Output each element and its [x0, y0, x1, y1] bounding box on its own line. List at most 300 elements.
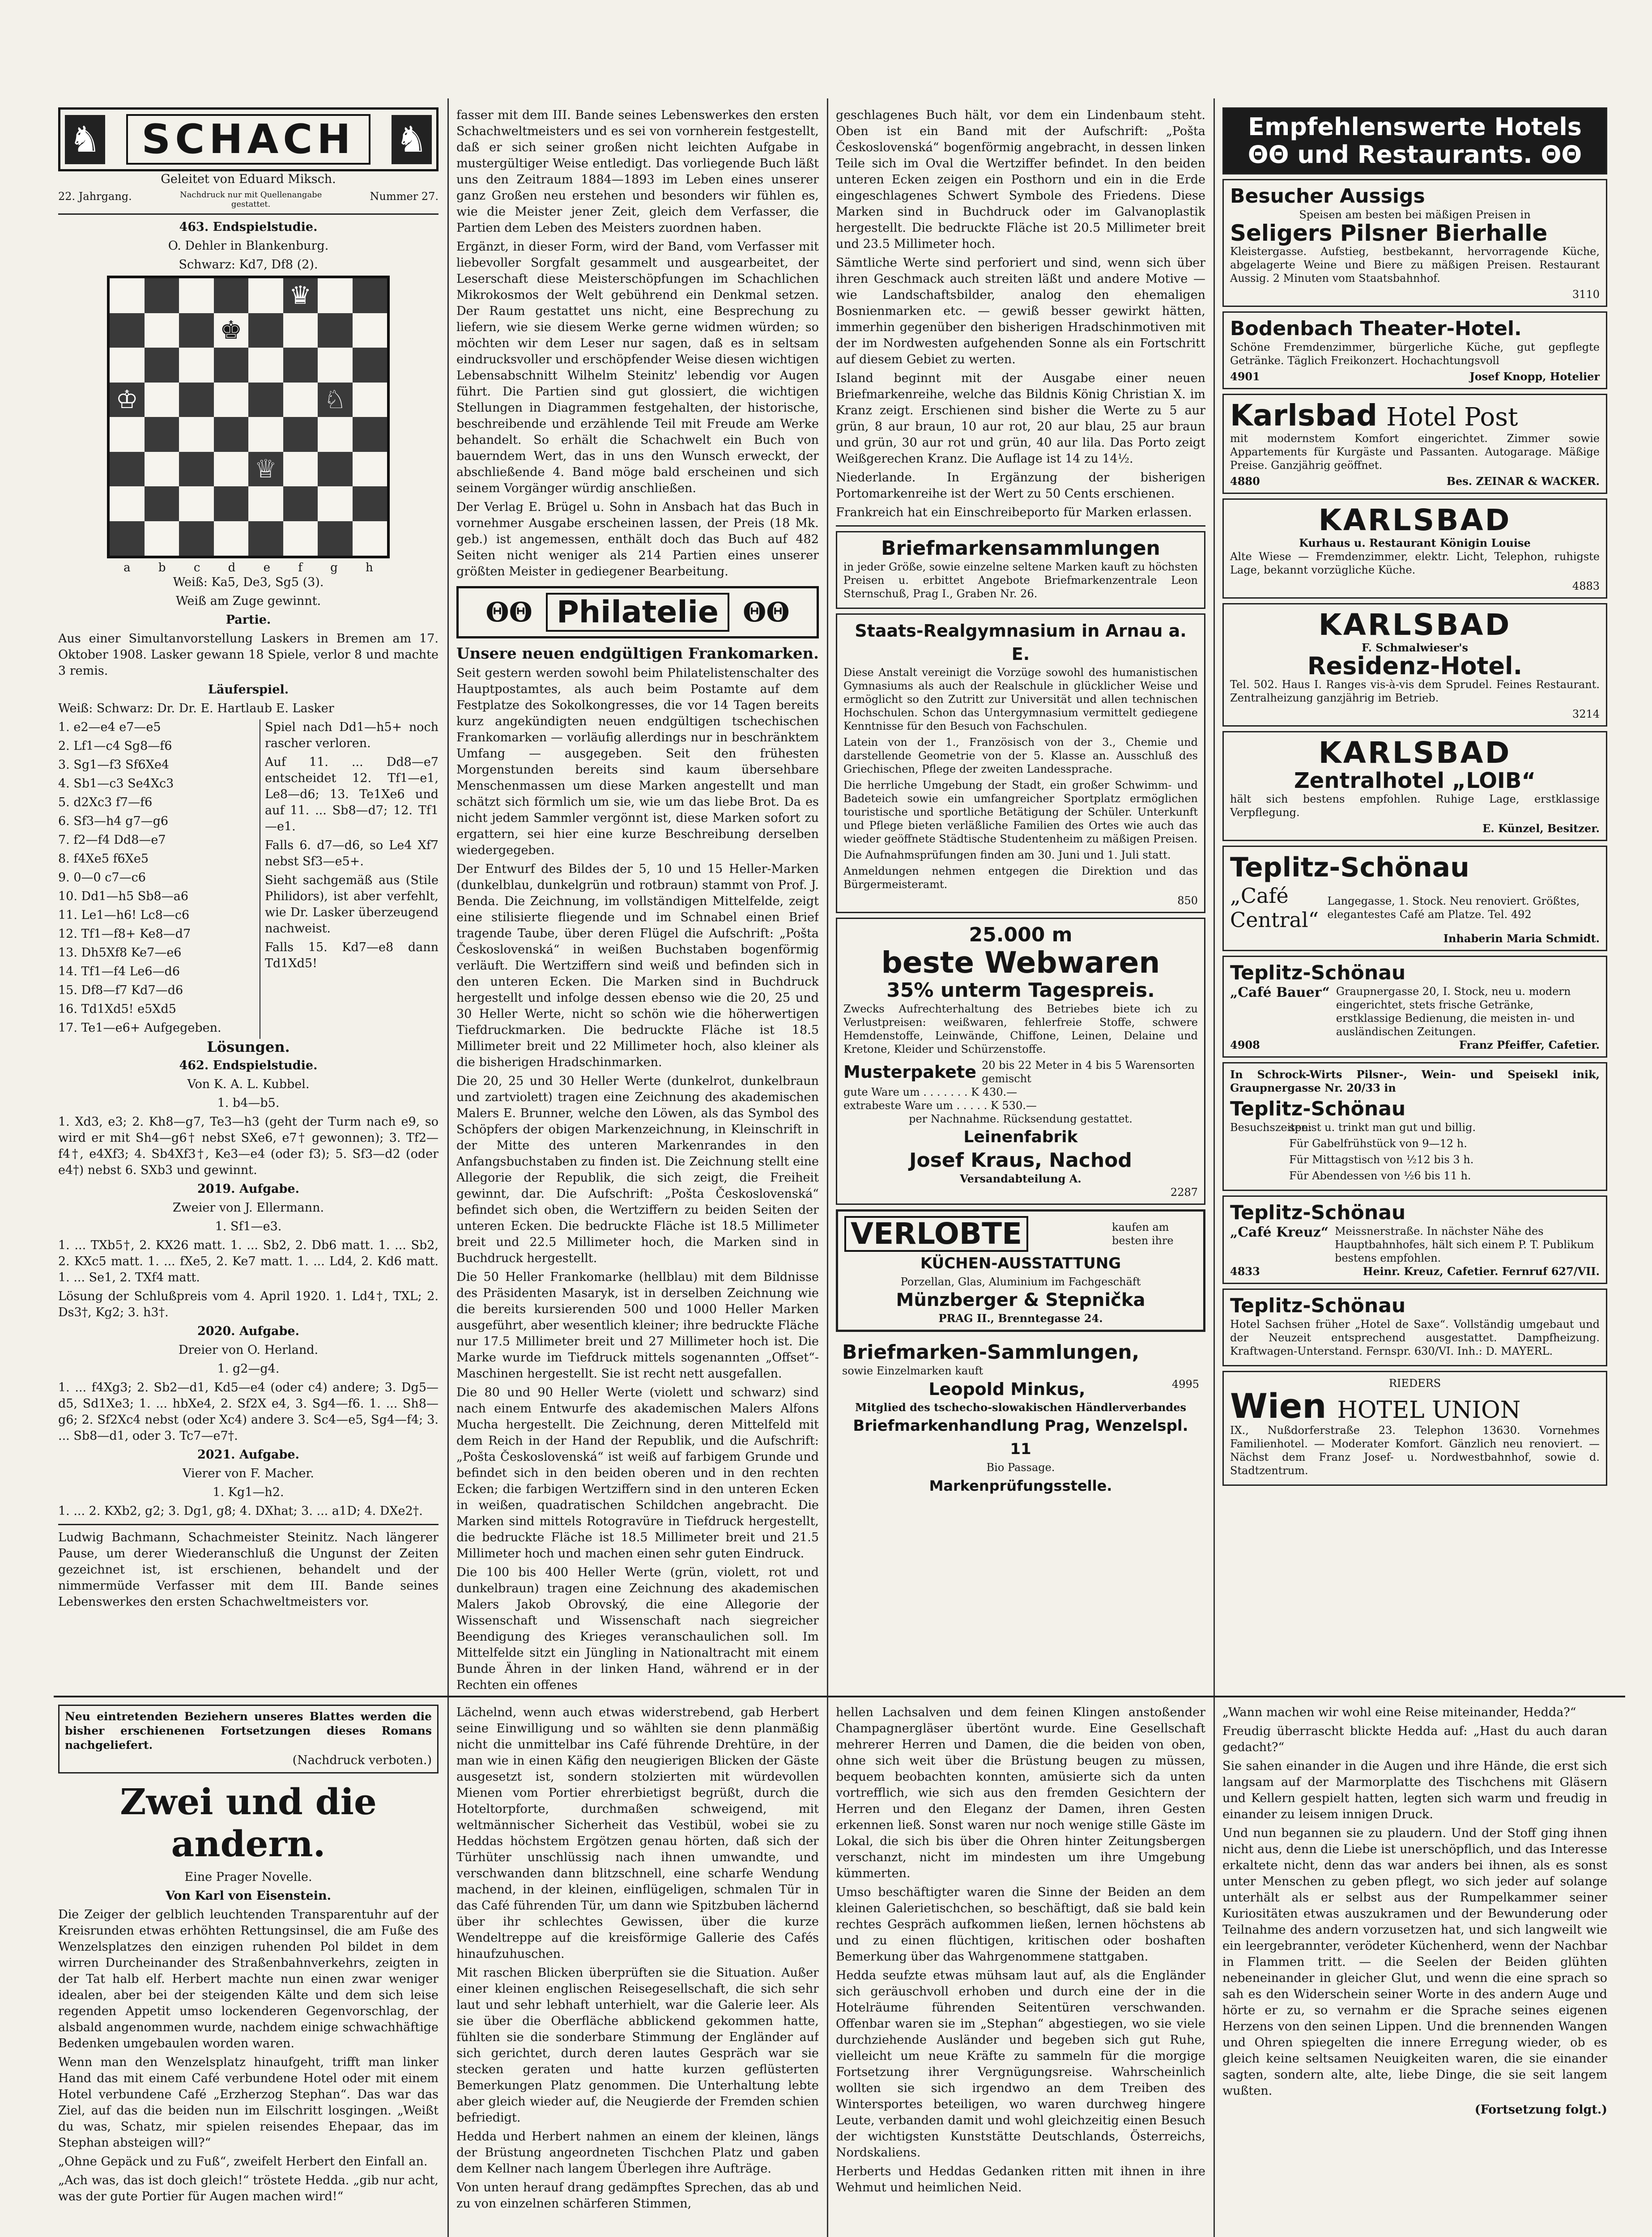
paragraph: Der Entwurf des Bildes der 5, 10 und 15 Heller-Marken (dunkelblau, dunkelgrün und rotbraun) stammt von Prof. J. Benda. Die Zeichnung, im vollständigen Mittelfelde, zeigt eine stilisierte fliegende und im Schnabel einen Brief tragende Taube, über deren Flügel die Aufschrift: „Pošta Československá“ in weißen Buchstaben bogenförmig verläuft. Die Wertziffern sind weiß und befinden sich in den unteren Ecken. Die Marken sind in Buchdruck hergestellt und infolge dessen ebenso wie die 20, 25 und 30 Heller Werte, nicht so schön wie die höherwertigen Tiefdruckmarken. Die bedruckte Fläche ist 18.5 Millimeter breit und 22 Millimeter hoch, also kleiner als die bisherigen Hradschinmarken. — [456, 862, 819, 1069]
move-note: Auf 11. ... Dd8—e7 entscheidet 12. Tf1—e1, Le8—d6; 13. Te1Xe6 und auf 11. ... Sb8—d7; 12. Tf1—e1. — [265, 755, 439, 834]
board-square — [248, 486, 283, 521]
ad-text: Schöne Fremdenzimmer, bürgerliche Küche, gut gepflegte Getränke. Täglich Freikonzert. Hochachtungsvoll — [1230, 341, 1600, 367]
paragraph: Freudig überrascht blickte Hedda auf: „Hast du auch daran gedacht?“ — [1222, 1724, 1607, 1754]
ad-text: Kleistergasse. Aufstieg, bestbekannt, hervorragende Küche, abgelagerte Weine und Biere zu mäßigen Preisen. Restaurant Aussig. 2 Minuten vom Staatsbahnhof. — [1230, 245, 1600, 285]
board-square — [179, 452, 214, 487]
paragraph: Die 100 bis 400 Heller Werte (grün, violett, rot und dunkelbraun) tragen eine Zeichnung des akademischen Malers Jakob Obrovský, die eine Allegorie der Wissenschaft und Wissenschaft nach siegreicher Beendigung des Krieges veranschaulichen soll. Im Mittelfelde sitzt ein Jüngling in Nationaltracht mit einem Bunde Ähren in der linken Hand, während er in der Rechten ein offenes — [456, 1565, 819, 1691]
move-note: Spiel nach Dd1—h5+ noch rascher verloren. — [265, 720, 439, 750]
ad-owner: E. Künzel, Besitzer. — [1482, 822, 1600, 835]
board-square — [145, 348, 179, 383]
board-square — [110, 521, 145, 556]
move: 15. Df8—f7 Kd7—d6 — [58, 983, 183, 997]
ad-number: 2287 — [1170, 1186, 1198, 1199]
ad-number: 850 — [1177, 894, 1198, 907]
file-label: d — [228, 561, 236, 574]
board-square — [145, 417, 179, 452]
partie-intro: Aus einer Simultanvorstellung Laskers in Bremen am 17. Oktober 1908. Lasker gewann 18 Spiele, verlor 8 und machte 3 remis. — [58, 632, 439, 678]
ad-text: Alte Wiese — Fremdenzimmer, elektr. Licht, Telephon, ruhigste Lage, bekannt vorzügliche Küche. — [1230, 550, 1600, 576]
board-square — [110, 348, 145, 383]
novel-text — [58, 1907, 439, 2205]
article-title: Unsere neuen endgültigen Frankomarken. — [456, 645, 819, 663]
board-square — [248, 348, 283, 383]
paragraph: Ergänzt, in dieser Form, wird der Band, vom Verfasser mit liebevoller Sorgfalt gesammelt und ausgearbeitet, der Leserschaft diese Meisterschöpfungen im Schachlichen Mikrokosmos der Welt gebührend ein Denkmal setzen. Der Raum gestattet uns nicht, eine Besprechung zu liefern, wie sie diesem Werke gerne widmen würden; so möchten wir dem Leser nur sagen, daß es in seltsam eindrucksvoller und erschöpfender Weise diesen wichtigen Lebensabschnitt Wilhelm Steinitz' lebendig vor Augen führt. Die Partien sind gut glossiert, die wichtigen Stellungen in Diagrammen festgehalten, der historische, beschreibende und erzählende Teil mit Freude am Werke behandelt. So erhält die Schachwelt ein Buch von bauerndem Wert, das in uns den Wunsch erweckt, der abschließende 4. Band möge bald erscheinen und sich seinem Vorgänger würdig anschließen. — [456, 240, 819, 495]
file-label: e — [263, 561, 270, 574]
paragraph: Hedda und Herbert nahmen an einem der kleinen, längs der Brüstung angeordneten Tischchen Platz und gaben dem Kellner nach langem Überlegen ihre Aufträge. — [456, 2130, 819, 2176]
move: 14. Tf1—f4 Le6—d6 — [58, 965, 180, 978]
ad-name: Münzberger & Stepnička — [896, 1290, 1145, 1310]
chess-piece-icon: ♚ — [220, 315, 243, 345]
paragraph: Wenn man den Wenzelsplatz hinaufgeht, trifft man linker Hand das mit einem Café verbundene Hotel oder mit einem Hotel verbundene Café „Erzherzog Stephan“. Das war das Ziel, auf das die beiden nun im Eilschritt losgingen. „Weißt du was, Schatz, mir spielen reisendes Ehepaar, das im Stephan absteigen will?“ — [58, 2055, 439, 2150]
ad-hours-line: Für Mittagstisch von ½12 bis 3 h. — [1289, 1153, 1474, 1166]
ad-text: Tel. 502. Haus I. Ranges vis-à-vis dem Sprudel. Feines Restaurant. Zentralheizung ganzjährig im Betrieb. — [1230, 678, 1600, 704]
novel-col-1 — [58, 1705, 439, 2237]
ad-text: Zwecks Aufrechterhaltung des Betriebes biete ich zu Verlustpreisen: weißwaren, fehlerfreie Stoffe, schwere Hemdenstoffe, Leinwände, Chiffone, Leinen, Delaine und Kretone, Kleider und Schürzenstoffe. — [843, 1003, 1198, 1055]
board-square — [283, 521, 318, 556]
board-square — [145, 521, 179, 556]
paragraph: Die 20, 25 und 30 Heller Werte (dunkelrot, dunkelbraun und zartviolett) tragen eine Zeichnung des akademischen Malers E. Brunner, welche den Löwen, als das Symbol des Schöpfers der obigen Markenzeichnung, in Kleinschrift in der Mitte des unteren Markenrandes in den Anfangsbuchstaben zu finden ist. Die Zeichnung stellt eine Allegorie der Republik, die sich zeigt, die Freiheit gewinnt, dar. Die Aufschrift: „Pošta Československá“ befindet sich oben, die Wertziffern zu beiden Seiten der unteren Ecken. Die bedruckte Fläche ist 18.5 Millimeter breit und 22.5 Millimeter hoch, die Marken sind in Buchdruck hergestellt. — [456, 1074, 819, 1265]
paragraph: Der Verlag E. Brügel u. Sohn in Ansbach hat das Buch in vornehmer Ausgabe erscheinen lassen, der Preis (18 Mk. geb.) ist angemessen, enthält doch das Buch auf 482 Seiten nicht weniger als 214 Partien eines unserer größten Meister in gediegener Bearbeitung. — [456, 500, 819, 578]
ad-footer — [1230, 475, 1600, 488]
ad-heading: Teplitz-Schönau — [1230, 1097, 1406, 1120]
continuation-note: (Fortsetzung folgt.) — [1474, 2103, 1607, 2117]
black-pieces: Schwarz: Kd7, Df8 (2). — [179, 258, 318, 272]
novel-notice — [58, 1705, 439, 1773]
paragraph: Niederlande. In Ergänzung der bisherigen Portomarkenreihe ist der Wert zu 50 Cents erschienen. — [836, 471, 1205, 501]
paragraph: Seit gestern werden sowohl beim Philatelistenschalter des Hauptpostamtes, als auch beim Postamte auf dem Festplatze des Sokolkongresses, die vor 14 Tagen bereits kurz angekündigten neuen endgültigen tschechischen Frankomarken — vorläufig allerdings nur in beschränktem Umfang — ausgegeben. Seit den frühesten Morgenstunden bereits sind kaum übersehbare Menschenmassen um diese Marken angestellt und man schätzt sich förmlich um sie, wie um das liebe Brot. Da es nicht jedem Sammler vergönnt ist, diese Marken sofort zu ergattern, sei hier eine kurze Beschreibung derselben wiedergegeben. — [456, 666, 819, 857]
ornament-icon: ΘΘ — [743, 596, 790, 628]
board-square — [179, 486, 214, 521]
ad-name: Residenz-Hotel. — [1307, 652, 1523, 680]
paragraph: Umso beschäftigter waren die Sinne der Beiden an dem kleinen Galerietischchen, so beschäftigt, daß sie bald kein rechtes Gespräch aufkommen ließen, lernen höchstens ab und zu einen flüchtigen, kritischen oder boshaften Bemerkung über das Wahrgenommene stattgaben. — [836, 1885, 1205, 1964]
file-label: h — [366, 561, 373, 574]
board-square — [145, 486, 179, 521]
paragraph: „Ach was, das ist doch gleich!“ tröstete Hedda. „gib nur acht, was der gute Portier für Augen machen wird!“ — [58, 2173, 439, 2203]
board-square — [283, 278, 318, 313]
board-square — [248, 383, 283, 417]
ad-owner: Franz Pfeiffer, Cafetier. — [1459, 1038, 1600, 1051]
board-square — [214, 313, 249, 348]
board-square — [110, 417, 145, 452]
opening-name: Läuferspiel. — [208, 683, 289, 697]
chess-header — [58, 107, 439, 171]
board-square — [353, 278, 387, 313]
ad-heading: KARLSBAD — [1318, 736, 1511, 770]
notice-sub: (Nachdruck verboten.) — [292, 1753, 432, 1767]
ad-footer — [1230, 1038, 1600, 1052]
board-square — [110, 313, 145, 348]
ad-hours-label: Besuchszeiten: — [1230, 1121, 1312, 1134]
paragraph: „Ohne Gepäck und zu Fuß“, zweifelt Herbert den Einfall an. — [58, 2155, 428, 2169]
board-square — [283, 313, 318, 348]
file-label: b — [158, 561, 166, 574]
board-square — [179, 417, 214, 452]
ad-paragraph: Diese Anstalt vereinigt die Vorzüge sowohl des humanistischen Gymnasiums als auch der Realschule in glücklicher Weise und ermöglicht so den Zutritt zur Universität und allen technischen Hochschulen. Schon das Untergymnasium vermittelt gediegene Kenntnisse für den Besuch von Fachschulen. — [843, 666, 1198, 732]
p2020-key: 1. g2—g4. — [217, 1362, 280, 1376]
ad-name: Josef Kraus, Nachod — [909, 1149, 1132, 1172]
ad-stamp-collections — [836, 531, 1205, 609]
board-square — [318, 383, 353, 417]
board-square — [248, 313, 283, 348]
p2019-note: Lösung der Schlußpreis vom 4. April 1920. 1. Ld4†, TXL; 2. Ds3†, Kg2; 3. h3†. — [58, 1289, 439, 1319]
paragraph: Island beginnt mit der Ausgabe einer neuen Briefmarkenreihe, welche das Bildnis König Christian X. im Kranz zeigt. Erschienen sind bisher die Werte zu 5 aur grün, 8 aur braun, 10 aur rot, 20 aur blau, 25 aur braun und grün, 30 aur rot und grün, 40 aur lila. Das Porto zeigt Weißgerechen Kranz. Die Auflage ist 14 zu 14½. — [836, 371, 1205, 466]
ad-number: 3214 — [1572, 708, 1600, 720]
ad-subheading: 35% unterm Tagespreis. — [886, 979, 1155, 1002]
board-square — [353, 417, 387, 452]
board-square — [248, 452, 283, 487]
ad-number: 3110 — [1572, 288, 1600, 301]
board-square — [353, 486, 387, 521]
paragraph: Und nun begannen sie zu plaudern. Und der Stoff ging ihnen nicht aus, denn die Liebe ist unerschöpflich, und das Interesse erkaltete nicht, denn das war anders bei ihnen, als es sonst unter Menschen zu geben pflegt, wo sich jeder auf solange unterhält als er selbst aus der Rumpelkammer seiner Kuriositäten etwas auszukramen und der Bewunderung oder Teilnahme des andern vorzusetzen hat, und sich langweilt wie ein leergebrannter, verödeter Küchenherd, wenn der Nachbar in Flammen tritt. — die Seelen der Beiden glühten nebeneinander in gleicher Glut, und wenn die eine sprach so sah es den Widerschein seiner Worte in des andern Auge und hörte er zu, so vernahm er die Sprache seines eigenen Herzens von den seinen Lippen. Und die brennenden Wangen und Ohren spiegelten die innere Erregung wieder, ob es gleich keine seltsamen Neuigkeiten waren, die sie einander sagten, sondern alte, alte, liebe Dinge, die sie seit langem wußten. — [1222, 1826, 1607, 2098]
board-square — [318, 348, 353, 383]
ad-footer — [1230, 1265, 1600, 1278]
p2019-author: Zweier von J. Ellermann. — [172, 1201, 324, 1215]
novel-col-2 — [456, 1705, 819, 2237]
study-author: O. Dehler in Blankenburg. — [168, 239, 329, 253]
p2021-key: 1. Kg1—h2. — [213, 1485, 284, 1499]
ad-owner: Inhaberin Maria Schmidt. — [1443, 932, 1600, 945]
move: 10. Dd1—h5 Sb8—a6 — [58, 889, 189, 903]
ad-heading: Briefmarken-Sammlungen, — [842, 1341, 1140, 1364]
ad-text: Hotel Sachsen früher „Hotel de Saxe“. Vollständig umgebaut und der Neuzeit entsprechend ausgestattet. Dampfheizung. Kraftwagen-Unterstand. Fernspr. 630/VI. Inh.: D. MAYERL. — [1230, 1318, 1600, 1357]
ad-hotel-sachsen — [1222, 1289, 1607, 1366]
paragraph: Lächelnd, wenn auch etwas widerstrebend, gab Herbert seine Einwilligung und so wählten sie denn planmäßig nicht die unmittelbar ins Café führende Drehtüre, in der man wie in einen Käfig den neugierigen Blicken der Gäste ausgesetzt ist, sondern stolzierten mit würdevollen Mienen vom Portier ehrerbietigst begrüßt, durch die Hoteltorpforte, durchmaßen schweigend, mit weltmännischer Sicherheit das Vestibül, wobei sie zu Heddas höchstem Ergötzen genau hörten, daß sich der Türhüter unschlüssig nach ihnen umwandte, und verschwanden dann blitzschnell, eine scharfe Wendung machend, in der kleinen, einflügeligen, schmalen Tür in das Café führenden Tür, um dann wie Spitzbuben lächernd über ihr schlechtes Gewissen, über die kurze Wendeltreppe auf die kreisförmige Gallerie des Cafés hinaufzuhuschen. — [456, 1705, 819, 1961]
p2019-title: 2019. Aufgabe. — [197, 1182, 299, 1196]
hotels-banner — [1222, 107, 1607, 174]
ad-text: in jeder Größe, sowie einzelne seltene Marken kauft zu höchsten Preisen u. erbittet Angebote Briefmarkenzentrale Leon Sternschuß, Prag I., Graben Nr. 26. — [843, 561, 1198, 600]
ad-top-row — [844, 1216, 1197, 1252]
ad-text: Langegasse, 1. Stock. Neu renoviert. Größtes, elegantestes Café am Platze. Tel. 492 — [1327, 895, 1580, 921]
chess-column — [58, 107, 439, 1691]
ad-name: „Café Central“ — [1230, 884, 1319, 932]
ad-karlsbad-louise — [1222, 498, 1607, 599]
board-square — [283, 417, 318, 452]
board-square — [318, 521, 353, 556]
ad-quantity: 25.000 m — [969, 923, 1073, 946]
chess-piece-icon: ♔ — [115, 385, 138, 414]
study-number: 463. Endspielstudie. — [179, 220, 318, 234]
game-header: Weiß: Schwarz: Dr. Dr. E. Hartlaub E. Lasker — [58, 702, 334, 715]
ad-verlobte — [836, 1209, 1205, 1332]
ad-hotel-union — [1222, 1371, 1607, 1486]
move: 4. Sb1—c3 Se4Xc3 — [58, 777, 174, 791]
philately-column — [456, 107, 819, 1691]
chess-volume: 22. Jahrgang. — [58, 190, 132, 203]
ad-heading-2: Hotel Post — [1386, 403, 1518, 432]
ad-name: Leopold Minkus, — [928, 1379, 1086, 1399]
ad-label-text: 20 bis 22 Meter in 4 bis 5 Warensorten gemischt — [981, 1059, 1195, 1085]
ad-cafe-central — [1222, 846, 1607, 951]
p2021-title: 2021. Aufgabe. — [197, 1448, 299, 1462]
paragraph: Die 50 Heller Frankomarke (hellblau) mit dem Bildnisse des Präsidenten Masaryk, ist in derselben Zeichnung wie die bereits kursierenden 500 und 1000 Heller Marken ausgeführt, aber wesentlich kleiner; ihre bedruckte Fläche nur 17.5 Millimeter breit und 27 Millimeter hoch ist. Die Marke wurde im Tiefdruck mittels sogenannten „Offset“-Maschinen hergestellt. Sie ist recht nett ausgefallen. — [456, 1270, 819, 1381]
board-square — [214, 417, 249, 452]
novel-title: Zwei und die andern. — [120, 1781, 377, 1865]
ad-residenz — [1222, 603, 1607, 727]
ad-name-row — [1230, 884, 1600, 932]
ad-name: „Café Bauer“ — [1230, 985, 1330, 1000]
ad-text: hält sich bestens empfohlen. Ruhige Lage, erstklassige Verpflegung. — [1230, 793, 1600, 819]
ad-heading: Teplitz-Schönau — [1230, 1294, 1406, 1317]
ad-number: 4833 — [1230, 1265, 1260, 1278]
board-square — [318, 278, 353, 313]
sol462-title: 462. Endspielstudie. — [179, 1059, 318, 1072]
ad-text: Graupnergasse 20, I. Stock, neu u. modern eingerichtet, stets frische Getränke, erstklassige Bedienung, die meisten in- und ausländischen Zeitungen. — [1336, 985, 1575, 1038]
ad-number: 4901 — [1230, 370, 1260, 383]
file-label: a — [123, 561, 131, 574]
p2020-title: 2020. Aufgabe. — [197, 1324, 299, 1338]
solutions-heading: Lösungen. — [207, 1038, 290, 1055]
board-square — [110, 383, 145, 417]
paragraph: Sie sahen einander in die Augen und ihre Hände, die erst sich langsam auf der Marmorplatte des Tischchens mit Gläsern und Kellern gespielt hatten, legten sich warm und freudig in einander zu leisem innigen Druck. — [1222, 1759, 1607, 1821]
p2019-text: 1. ... TXb5†, 2. KX26 matt. 1. ... Sb2, 2. Db6 matt. 1. ... Sb2, 2. KXc5 matt. 1. ... fXe5, 2. Ke7 matt. 1. ... Ld4, 2. Kd6 matt. 1. ... Se1, 2. TXf4 matt. — [58, 1238, 439, 1284]
ad-subheading: Kurhaus u. Restaurant Königin Louise — [1299, 536, 1531, 549]
move: 8. f4Xe5 f6Xe5 — [58, 852, 149, 866]
ad-owner: Bes. ZEINAR & WACKER. — [1446, 475, 1600, 488]
philately-title: Philatelie — [546, 593, 729, 632]
sol462-text: 1. Xd3, e3; 2. Kh8—g7, Te3—h3 (geht der Turm nach e9, so wird er mit Sh4—g6† nebst SXe6, e7† gewonnen); 3. Tf2—f4†, e4Xf3; 4. Sb4Xf3†, Ke3—e4 (oder f3); 5. Sf3—d2 (oder e4†) nebst 6. SXb3 und gewinnt. — [58, 1115, 439, 1177]
ad-hours-line: speist u. trinkt man gut und billig. — [1289, 1121, 1476, 1134]
chess-board — [107, 276, 390, 558]
move: 12. Tf1—f8+ Ke8—d7 — [58, 927, 191, 941]
philately-header — [456, 586, 819, 638]
ad-terms: per Nachnahme. Rücksendung gestattet. — [909, 1113, 1133, 1125]
ad-subheading: KÜCHEN-AUSSTATTUNG — [920, 1255, 1121, 1272]
ad-top-label: RIEDERS — [1388, 1377, 1441, 1390]
board-square — [318, 452, 353, 487]
paragraph: fasser mit dem III. Bande seines Lebenswerkes den ersten Schachweltmeisters und es sei von vornherein festgestellt, daß er sich seiner großen nicht leichten Aufgabe in mustergültiger Weise entledigt. Das vorliegende Buch läßt uns den Zeitraum 1884—1893 im Leben eines unserer ganz Großen neu erstehen und besonders wir fühlen es, wie die Meister jener Zeit, gleich dem Verfasser, die Partien dem Leben des Meisters zuordnen haben. — [456, 108, 819, 235]
ornament-icon: ΘΘ — [485, 596, 532, 628]
ad-label: Musterpakete — [843, 1062, 976, 1082]
p2021-text: 1. ... 2. KXb2, g2; 3. Dg1, g8; 4. DXhat; 3. ... a1D; 4. DXe2†. — [58, 1504, 423, 1518]
board-square — [214, 278, 249, 313]
board-square — [179, 348, 214, 383]
ad-address: PRAG II., Brenntegasse 24. — [938, 1312, 1103, 1325]
ad-minkus — [836, 1336, 1205, 1502]
ad-heading: Briefmarkensammlungen — [881, 537, 1160, 560]
to-move: Weiß am Zuge gewinnt. — [175, 594, 321, 608]
ad-heading: Teplitz-Schönau — [1230, 852, 1469, 883]
paragraph: Hedda seufzte etwas mühsam laut auf, als die Engländer sich geräuschvoll erhoben und durch eine der in die Hotelräume führenden Seitentüren verschwanden. Offenbar waren sie im „Stephan“ abgestiegen, wo sie viele durchziehende Ausländer und begeben sich gut Ruhe, vielleicht um neue Kräfte zu sammeln für die morgige Fortsetzung ihrer Vergnügungsreise. Wahrscheinlich wollten sie sich irgendwo an dem Treiben des Wintersportes beteiligen, wo waren durchweg hingere Leute, verbanden damit und wohl gleichzeitig einen Besuch der wichtigsten Kunststätte Deutschlands, Österreichs, Nordskaliens. — [836, 1969, 1205, 2160]
board-square — [353, 452, 387, 487]
p2019-key: 1. Sf1—e3. — [215, 1220, 282, 1233]
chess-issue: Nummer 27. — [370, 190, 439, 203]
ad-text: mit modernstem Komfort eingerichtet. Zimmer sowie Appartements für Kurgäste und Passanten. Autogarage. Mäßige Preise. Ganzjährig geöffnet. — [1230, 432, 1600, 472]
ad-hours — [1230, 1121, 1600, 1185]
ad-paragraph: Latein von der 1., Französisch von der 3., Chemie und darstellende Geometrie von der 5. Klasse an. Ausschluß des Griechischen, Pflege der zweiten Landessprache. — [843, 736, 1198, 775]
ad-heading: Bodenbach Theater-Hotel. — [1230, 317, 1522, 340]
board-square — [353, 348, 387, 383]
paragraph: „Wann machen wir wohl eine Reise miteinander, Hedda?“ — [1222, 1705, 1576, 1719]
ad-small: Porzellan, Glas, Aluminium im Fachgeschäft — [900, 1276, 1141, 1288]
ad-name: „Café Kreuz“ — [1230, 1225, 1329, 1240]
move: 11. Le1—h6! Lc8—c6 — [58, 908, 190, 922]
ad-heading-row — [1230, 400, 1600, 432]
ad-name-row — [842, 1378, 1199, 1401]
chess-copyright: Nachdruck nur mit Quellenangabe gestattet. — [179, 190, 322, 209]
ad-footer: Markenprüfungsstelle. — [929, 1477, 1112, 1494]
board-square — [248, 417, 283, 452]
ad-paragraph: Die Aufnahmsprüfungen finden am 30. Juni und 1. Juli statt. — [843, 849, 1171, 861]
chess-piece-icon: ♘ — [324, 385, 346, 414]
banner-title: Empfehlenswerte Hotels ΘΘ und Restaurants. ΘΘ — [1248, 113, 1582, 169]
ad-name: Seligers Pilsner Bierhalle — [1230, 220, 1548, 246]
paragraph: Von unten herauf drang gedämpftes Sprechen, das ab und zu von einzelnen schärferen Stimmen, — [456, 2181, 819, 2211]
board-square — [179, 313, 214, 348]
move: 17. Te1—e6+ Aufgegeben. — [58, 1021, 221, 1035]
ad-number: 4995 — [1171, 1378, 1199, 1391]
move-list — [58, 719, 251, 1039]
board-square — [179, 383, 214, 417]
board-square — [353, 313, 387, 348]
ad-paragraph: Die herrliche Umgebung der Stadt, ein großer Schwimm- und Badeteich sowie ein umfangreicher Sportplatz ermöglichen touristische und sportliche Betätigung der Schüler. Unterkunft und Pflege bieten verläßliche Familien des Ortes wie auch das wieder geöffnete Städtische Studentenheim zu mäßigen Preisen. — [843, 779, 1198, 845]
board-square — [110, 278, 145, 313]
chess-piece-icon: ♕ — [254, 454, 277, 484]
ad-subheading: sowie Einzelmarken kauft — [842, 1365, 984, 1377]
ad-price: extrabeste Ware um . . . . . K 530.— — [843, 1099, 1037, 1112]
board-square — [318, 313, 353, 348]
board-square — [110, 486, 145, 521]
chess-meta — [58, 190, 439, 209]
board-square — [110, 452, 145, 487]
novel-text — [1222, 1705, 1607, 2099]
p2020-author: Dreier von O. Herland. — [178, 1343, 319, 1357]
ad-owner: F. Schmalwieser's — [1361, 641, 1469, 654]
paragraph: Frankreich hat ein Einschreibeporto für Marken erlassen. — [836, 506, 1192, 519]
paragraph: Sämtliche Werte sind perforiert und sind, wenn sich über ihren Geschmack auch streiten läßt und andere Motive — wie Landschaftsbilder, analog den ehemaligen Bosnienmarken etc. — gewiß besser gewirkt hätten, immerhin gegenüber den bisherigen Hradschinmotiven mit der im Nordwesten aufgehenden Sonne als ein Fortschritt auf diesem Gebiet zu werten. — [836, 256, 1205, 366]
ad-paragraph: Anmeldungen nehmen entgegen die Direktion und das Bürgermeisteramt. — [843, 865, 1198, 891]
ad-loib — [1222, 731, 1607, 841]
ad-webwaren — [836, 918, 1205, 1205]
ad-hours-line: Für Gabelfrühstück von 9—12 h. — [1289, 1137, 1467, 1150]
move: 7. f2—f4 Dd8—e7 — [58, 833, 166, 847]
board-square — [283, 348, 318, 383]
ad-number: 4883 — [1572, 580, 1600, 592]
ad-footer — [1230, 370, 1600, 383]
ad-heading: VERLOBTE — [844, 1216, 1028, 1252]
board-square — [214, 348, 249, 383]
column-divider — [827, 98, 828, 2237]
ad-text: Meissnerstraße. In nächster Nähe des Hauptbahnhofes, hält sich einem P. T. Publikum bestens empfohlen. — [1335, 1225, 1594, 1264]
hotels-column — [1222, 107, 1607, 1691]
notice-text: Neu eintretenden Beziehern unseres Blattes werden die bisher erschienenen Fortsetzungen dieses Romans nachgeliefert. — [65, 1710, 432, 1752]
board-square — [353, 521, 387, 556]
ad-hours-list — [1289, 1121, 1600, 1185]
novel-subtitle: Eine Prager Novelle. — [184, 1870, 312, 1884]
knight-icon: ♞ — [65, 115, 105, 164]
ad-heading: Wien — [1230, 1386, 1327, 1426]
article-continuation — [836, 107, 1205, 521]
ad-owner: Heinr. Kreuz, Cafetier. Fernruf 627/VII. — [1362, 1265, 1600, 1278]
book-review: Ludwig Bachmann, Schachmeister Steinitz. Nach längerer Pause, um derer Wiederanschluß die Ungunst der Zeiten gezeichnet ist, ist erschienen, behandelt und der nimmermüde Verfasser mit dem III. Bande seines Lebenswerkes den ersten Schachweltmeisters vor. — [58, 1531, 439, 1609]
board-square — [214, 452, 249, 487]
board-square — [145, 278, 179, 313]
board-square — [214, 521, 249, 556]
ad-cafe-kreuz — [1222, 1195, 1607, 1284]
paragraph: hellen Lachsalven und dem feinen Klingen anstoßender Champagnergläser übertönt wurde. Eine Gesellschaft mehrerer Herren und Damen, die die beiden von oben, ohne sich weit über die Brüstung beugen zu müssen, bequem beobachten konnten, amüsierte sich da unten vortrefflich, wie sich aus den fremden Gesichtern der Herren und den Eleganz der Damen, ihren Gesten erkennen ließ. Sonst waren nur noch wenige stille Gäste im Lokal, die sich bis über die Ohren hinter Zeitungsbergen verschanzt, nicht im mindesten um ihre Umgebung kümmerten. — [836, 1705, 1205, 1880]
ad-seliger — [1222, 179, 1607, 307]
novel-col-4 — [1222, 1705, 1607, 2237]
paragraph: geschlagenes Buch hält, vor dem ein Lindenbaum steht. Oben ist ein Band mit der Aufschrift: „Pošta Československá“ bogenförmig angebracht, in dessen linken Teile sich im Oval die Wertziffer befindet. In den beiden unteren Ecken zeigen ein Posthorn und ein in die Erde eingeschlagenes Schwert Symbole des Friedens. Diese Marken sind in Buchdruck oder im Galvanoplastik hergestellt. Die bedruckte Fläche ist 20.5 Millimeter breit und 23.5 Millimeter hoch. — [836, 108, 1205, 251]
move-note: Falls 15. Kd7—e8 dann Td1Xd5! — [265, 940, 439, 970]
sol462-key: 1. b4—b5. — [217, 1096, 280, 1110]
ad-heading: Besucher Aussigs — [1230, 185, 1425, 208]
board-square — [145, 383, 179, 417]
game-body — [58, 719, 439, 1039]
ad-hours-line: Für Abendessen von ½6 bis 11 h. — [1289, 1170, 1471, 1182]
ad-heading: Teplitz-Schönau — [1230, 1201, 1406, 1224]
column-divider — [447, 98, 449, 2237]
paragraph: Mit raschen Blicken überprüften sie die Situation. Außer einer kleinen englischen Reisegesellschaft, die sich sehr laut und sehr lebhaft unterhielt, war die Galerie leer. Als sie über die Oberfläche abblickend gekommen hatte, fühlten sie die sonderbare Stimmung der Engländer auf sich gerichtet, durch deren lautes Gespräch war sie stecken geraten und hatte kurzen geflüsterten Bemerkungen Platz genommen. Die Unterhaltung lebte aber gleich wieder auf, die Neugierde der Fremden schien befriedigt. — [456, 1966, 819, 2125]
ad-cafe-bauer — [1222, 956, 1607, 1058]
article-body — [456, 665, 819, 1691]
ad-hotel-post — [1222, 394, 1607, 494]
ad-heading: KARLSBAD — [1318, 608, 1511, 642]
p2020-text: 1. ... f4Xg3; 2. Sb2—d1, Kd5—e4 (oder c4) andere; 3. Dg5—d5, Sd1Xe3; 1. ... hbXe4, 2. Sf2X e4, 3. Sg4—f6. 1. ... Sh8—g6; 2. Sf2Xc4 nebst (oder Xc4) andere 3. Sc4—e5, Sg4—f4; 3. ... Sb8—d1, oder 3. Tc7—e7†. — [58, 1381, 439, 1443]
paragraph: Herberts und Heddas Gedanken ritten mit ihnen in ihre Wehmut und heimlichen Neid. — [836, 2165, 1205, 2194]
board-square — [248, 521, 283, 556]
file-label: c — [193, 561, 200, 574]
ad-heading: Karlsbad — [1230, 398, 1378, 433]
ad-name-row — [1230, 985, 1600, 1038]
move: 3. Sg1—f3 Sf6Xe4 — [58, 758, 170, 772]
ad-text: IX., Nußdorferstraße 23. Telephon 13630. Vornehmes Familienhotel. — Moderater Komfort. Gänzlich neu renoviert. — Nächst dem Franz Josef- u. Nordwestbahnhof, sowie d. Stadtzentrum. — [1230, 1424, 1600, 1477]
board-square — [145, 313, 179, 348]
board-square — [283, 452, 318, 487]
ad-number: 4880 — [1230, 475, 1260, 488]
ad-owner: Josef Knopp, Hotelier — [1469, 370, 1600, 383]
board-square — [145, 452, 179, 487]
file-label: g — [330, 561, 338, 574]
ad-heading: beste Webwaren — [881, 945, 1160, 980]
board-square — [283, 486, 318, 521]
move: 5. d2Xc3 f7—f6 — [58, 795, 153, 809]
ad-schrock — [1222, 1062, 1607, 1191]
ad-firm: Leinenfabrik — [963, 1128, 1078, 1146]
move-note: Falls 6. d7—d6, so Le4 Xf7 nebst Sf3—e5+. — [265, 838, 439, 868]
chess-editor: Geleitet von Eduard Miksch. — [161, 172, 336, 186]
board-square — [214, 486, 249, 521]
novel-author: Von Karl von Eisenstein. — [165, 1889, 332, 1903]
section-divider — [54, 1696, 1625, 1697]
review-continuation — [456, 107, 819, 580]
ad-number: 4908 — [1230, 1038, 1260, 1051]
ad-text: In Schrock-Wirts Pilsner-, Wein- und Speisekl inik, Graupnergasse Nr. 20/33 in — [1230, 1068, 1600, 1094]
ad-price: gute Ware um . . . . . . . K 430.— — [843, 1086, 1018, 1098]
ad-heading-2: HOTEL UNION — [1337, 1397, 1521, 1424]
board-square — [283, 383, 318, 417]
board-square — [179, 278, 214, 313]
board-files — [110, 561, 387, 574]
move: 13. Dh5Xf8 Ke7—e6 — [58, 946, 182, 960]
sol462-author: Von K. A. L. Kubbel. — [187, 1077, 310, 1091]
move-notes — [260, 719, 439, 1039]
move: 16. Td1Xd5! e5Xd5 — [58, 1002, 176, 1016]
move: 9. 0—0 c7—c6 — [58, 871, 146, 885]
ad-heading-row — [1230, 1386, 1600, 1426]
chess-piece-icon: ♛ — [289, 281, 312, 310]
move: 6. Sf3—h4 g7—g6 — [58, 814, 169, 828]
novel-col-3 — [836, 1705, 1205, 2237]
chess-title: SCHACH — [126, 114, 370, 165]
board-square — [214, 383, 249, 417]
ad-bodenbach — [1222, 311, 1607, 389]
ad-heading: KARLSBAD — [1318, 503, 1511, 537]
paragraph: Die Zeiger der gelblich leuchtenden Transparentuhr auf der Kreisrunden etwas erhöhten Rettungsinsel, die am Fuße des Wenzelsplatzes den einzigen ruhenden Pol bildet in dem wirren Durcheinander des Straßenbahnverkehrs, zeigten in der Tat halb elf. Herbert machte nun einen zwar weniger idealen, aber bei der steigenden Kälte und dem sich leise regenden Appetit umso lockenderen Gegenvorschlag, der alsbald angenommen wurde, nachdem einige schwachhäftige Bedenken umgebaulen worden waren. — [58, 1908, 439, 2050]
ad-subheading: Speisen am besten bei mäßigen Preisen in — [1299, 208, 1531, 221]
board-square — [248, 278, 283, 313]
paragraph: Die 80 und 90 Heller Werte (violett und schwarz) sind nach einem Entwurfe des akademischen Malers Alfons Mucha hergestellt. Die Zeichnung, deren Mittelfeld mit dem Reich in der Hand der Republik, und die Aufschrift: „Pošta Československá“ ist weiß auf farbigem Grunde und befindet sich in den beiden oberen und in den rechten Ecken; die farbigen Wertziffern sind in den unteren Ecken in weißen, quadratischen Schildchen angebracht. Die Marken sind mittels Rotogravüre in Tiefdruck hergestellt, die bedruckte Fläche ist 18.5 Millimeter breit und 21.5 Millimeter hoch und machen einen sehr guten Eindruck. — [456, 1386, 819, 1561]
p2021-author: Vierer von F. Macher. — [183, 1467, 314, 1480]
ad-dept: Versandabteilung A. — [960, 1172, 1081, 1185]
